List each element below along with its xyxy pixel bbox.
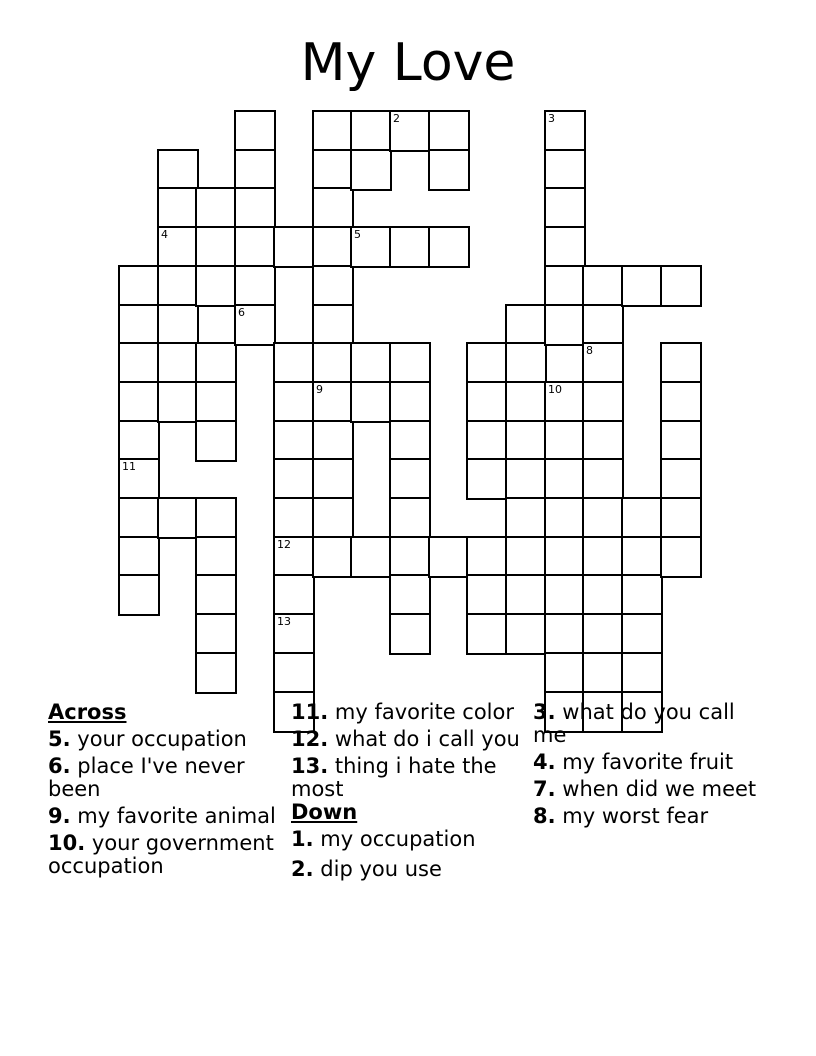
clue-across-6: [48, 755, 278, 801]
clue-across-5: [48, 728, 278, 751]
clue-text: your occupation: [77, 727, 247, 751]
grid-cell[interactable]: [660, 536, 702, 578]
grid-cell[interactable]: [195, 574, 237, 616]
grid-cell[interactable]: [621, 497, 663, 539]
grid-cell[interactable]: [466, 613, 508, 655]
grid-cell[interactable]: [273, 497, 315, 539]
grid-cell[interactable]: [195, 187, 237, 229]
grid-cell[interactable]: [273, 226, 315, 268]
cell-number: 8: [586, 344, 593, 357]
grid-cell[interactable]: [582, 265, 624, 307]
grid-cell[interactable]: [118, 304, 160, 346]
grid-cell[interactable]: [273, 652, 315, 694]
grid-cell[interactable]: [621, 265, 663, 307]
grid-cell[interactable]: [660, 381, 702, 423]
grid-cell[interactable]: [466, 381, 508, 423]
grid-cell[interactable]: [350, 110, 392, 152]
cell-number: 4: [161, 228, 168, 241]
grid-cell[interactable]: [312, 187, 354, 229]
grid-cell[interactable]: [312, 304, 354, 346]
clue-down-8: [533, 805, 763, 828]
cell-number: 5: [354, 228, 361, 241]
grid-cell[interactable]: [544, 458, 586, 500]
grid-cell[interactable]: [582, 652, 624, 694]
grid-cell[interactable]: [544, 187, 586, 229]
grid-cell[interactable]: [505, 497, 547, 539]
grid-cell[interactable]: [195, 265, 237, 307]
clue-number: 11.: [291, 700, 329, 724]
grid-cell[interactable]: [157, 497, 199, 539]
grid-cell[interactable]: [505, 536, 547, 578]
grid-cell[interactable]: [582, 574, 624, 616]
grid-cell[interactable]: [389, 458, 431, 500]
grid-cell[interactable]: [621, 613, 663, 655]
clue-number: 8.: [533, 804, 556, 828]
grid-cell[interactable]: [312, 458, 354, 500]
clue-across-10: [48, 832, 278, 878]
grid-cell[interactable]: [273, 613, 315, 655]
grid-cell[interactable]: [466, 458, 508, 500]
grid-cell[interactable]: [544, 110, 586, 152]
grid-cell[interactable]: [234, 149, 276, 191]
grid-cell[interactable]: [582, 342, 624, 384]
grid-cell[interactable]: [544, 536, 586, 578]
grid-cell[interactable]: [544, 304, 586, 346]
grid-cell[interactable]: [312, 420, 354, 462]
grid-cell[interactable]: [157, 149, 199, 191]
clue-down-4: [533, 751, 763, 774]
clue-text: place I've never been: [48, 754, 245, 801]
grid-cell[interactable]: [544, 265, 586, 307]
grid-cell[interactable]: [544, 420, 586, 462]
grid-cell[interactable]: [544, 497, 586, 539]
grid-cell[interactable]: [660, 497, 702, 539]
grid-cell[interactable]: [157, 342, 199, 384]
grid-cell[interactable]: [157, 265, 199, 307]
grid-cell[interactable]: [312, 342, 354, 384]
grid-cell[interactable]: [234, 226, 276, 268]
clue-number: 6.: [48, 754, 71, 778]
grid-cell[interactable]: [389, 226, 431, 268]
grid-cell[interactable]: [582, 497, 624, 539]
clue-column-1: [48, 701, 278, 882]
cell-number: 6: [238, 306, 245, 319]
grid-cell[interactable]: [389, 420, 431, 462]
grid-cell[interactable]: [582, 381, 624, 423]
clue-number: 7.: [533, 777, 556, 801]
clue-text: my occupation: [320, 827, 476, 851]
grid-cell[interactable]: [505, 420, 547, 462]
grid-cell[interactable]: [544, 652, 586, 694]
grid-cell[interactable]: [273, 536, 315, 578]
grid-cell[interactable]: [582, 458, 624, 500]
grid-cell[interactable]: [234, 110, 276, 152]
grid-cell[interactable]: [582, 420, 624, 462]
clue-text: your government occupation: [48, 831, 274, 878]
cell-number: 3: [548, 112, 555, 125]
grid-cell[interactable]: [660, 458, 702, 500]
clue-number: 3.: [533, 700, 556, 724]
clue-column-3: [533, 701, 763, 832]
clue-text: what do i call you: [334, 727, 520, 751]
across-heading: Across: [48, 700, 127, 724]
grid-cell[interactable]: [466, 342, 508, 384]
clue-text: dip you use: [320, 857, 442, 881]
grid-cell[interactable]: [273, 381, 315, 423]
grid-cell[interactable]: [544, 149, 586, 191]
clue-number: 10.: [48, 831, 86, 855]
clue-across-13: [291, 755, 521, 801]
clue-number: 1.: [291, 827, 314, 851]
clue-number: 5.: [48, 727, 71, 751]
grid-cell[interactable]: [195, 226, 237, 268]
grid-cell[interactable]: [660, 265, 702, 307]
clue-text: my favorite color: [334, 700, 514, 724]
grid-cell[interactable]: [505, 574, 547, 616]
clue-number: 2.: [291, 857, 314, 881]
grid-cell[interactable]: [273, 458, 315, 500]
grid-cell[interactable]: [505, 458, 547, 500]
grid-cell[interactable]: [118, 536, 160, 578]
grid-cell[interactable]: [312, 149, 354, 191]
grid-cell[interactable]: [312, 381, 354, 423]
grid-cell[interactable]: [466, 536, 508, 578]
grid-cell[interactable]: [582, 536, 624, 578]
clue-down-2: [291, 858, 521, 881]
grid-cell[interactable]: [350, 381, 392, 423]
clue-number: 9.: [48, 804, 71, 828]
clue-across-11: [291, 701, 521, 724]
clue-column-2: [291, 701, 521, 885]
cell-number: 12: [277, 538, 291, 551]
cell-number: 11: [122, 460, 136, 473]
grid-cell[interactable]: [389, 110, 431, 152]
grid-cell[interactable]: [195, 536, 237, 578]
grid-cell[interactable]: [466, 574, 508, 616]
clue-across-12: [291, 728, 521, 751]
grid-cell[interactable]: [389, 574, 431, 616]
grid-cell[interactable]: [195, 613, 237, 655]
grid-cell[interactable]: [350, 226, 392, 268]
grid-cell[interactable]: [312, 110, 354, 152]
grid-cell[interactable]: [234, 304, 276, 346]
clue-down-3: [533, 701, 763, 747]
grid-cell[interactable]: [157, 226, 199, 268]
grid-cell[interactable]: [505, 342, 547, 384]
grid-cell[interactable]: [544, 381, 586, 423]
grid-cell[interactable]: [544, 226, 586, 268]
grid-cell[interactable]: [621, 536, 663, 578]
grid-cell[interactable]: [118, 342, 160, 384]
grid-cell[interactable]: [195, 381, 237, 423]
grid-cell[interactable]: [582, 304, 624, 346]
grid-cell[interactable]: [621, 652, 663, 694]
grid-cell[interactable]: [118, 265, 160, 307]
grid-cell[interactable]: [428, 149, 470, 191]
down-heading: Down: [291, 800, 358, 824]
cell-number: 9: [316, 383, 323, 396]
grid-cell[interactable]: [195, 420, 237, 462]
puzzle-title: My Love: [300, 33, 516, 93]
grid-cell[interactable]: [466, 420, 508, 462]
clue-text: what do you call me: [533, 700, 735, 747]
grid-cell[interactable]: [157, 187, 199, 229]
grid-cell[interactable]: [428, 110, 470, 152]
clue-text: my worst fear: [562, 804, 709, 828]
grid-cell[interactable]: [428, 226, 470, 268]
grid-cell[interactable]: [312, 265, 354, 307]
cell-number: 13: [277, 615, 291, 628]
grid-cell[interactable]: [505, 381, 547, 423]
clue-across-9: [48, 805, 278, 828]
grid-cell[interactable]: [389, 497, 431, 539]
grid-cell[interactable]: [505, 613, 547, 655]
grid-cell[interactable]: [544, 574, 586, 616]
grid-cell[interactable]: [312, 226, 354, 268]
grid-cell[interactable]: [389, 613, 431, 655]
clue-number: 4.: [533, 750, 556, 774]
clue-text: thing i hate the most: [291, 754, 497, 801]
clue-number: 12.: [291, 727, 329, 751]
grid-cell[interactable]: [544, 613, 586, 655]
grid-cell[interactable]: [118, 497, 160, 539]
cell-number: 2: [393, 112, 400, 125]
grid-cell[interactable]: [389, 381, 431, 423]
clue-text: when did we meet: [562, 777, 757, 801]
grid-cell[interactable]: [118, 574, 160, 616]
clue-number: 13.: [291, 754, 329, 778]
clue-text: my favorite fruit: [562, 750, 734, 774]
grid-cell[interactable]: [195, 652, 237, 694]
grid-cell[interactable]: [350, 149, 392, 191]
clue-text: my favorite animal: [77, 804, 276, 828]
grid-cell[interactable]: [273, 574, 315, 616]
clue-down-1: [291, 828, 521, 851]
grid-cell[interactable]: [350, 342, 392, 384]
grid-cell[interactable]: [389, 536, 431, 578]
grid-cell[interactable]: [195, 497, 237, 539]
grid-cell[interactable]: [660, 342, 702, 384]
grid-cell[interactable]: [582, 613, 624, 655]
clue-down-7: [533, 778, 763, 801]
grid-cell[interactable]: [157, 381, 199, 423]
cell-number: 10: [548, 383, 562, 396]
grid-cell[interactable]: [118, 458, 160, 500]
grid-cell[interactable]: [312, 536, 354, 578]
grid-cell[interactable]: [234, 265, 276, 307]
grid-cell[interactable]: [428, 536, 470, 578]
grid-cell[interactable]: [273, 342, 315, 384]
grid-cell[interactable]: [660, 420, 702, 462]
grid-cell[interactable]: [118, 420, 160, 462]
grid-cell[interactable]: [195, 342, 237, 384]
grid-cell[interactable]: [234, 187, 276, 229]
grid-cell[interactable]: [350, 536, 392, 578]
grid-cell[interactable]: [118, 381, 160, 423]
grid-cell[interactable]: [157, 304, 199, 346]
grid-cell[interactable]: [273, 420, 315, 462]
grid-cell[interactable]: [312, 497, 354, 539]
grid-cell[interactable]: [505, 304, 547, 346]
grid-cell[interactable]: [389, 342, 431, 384]
grid-cell[interactable]: [621, 574, 663, 616]
